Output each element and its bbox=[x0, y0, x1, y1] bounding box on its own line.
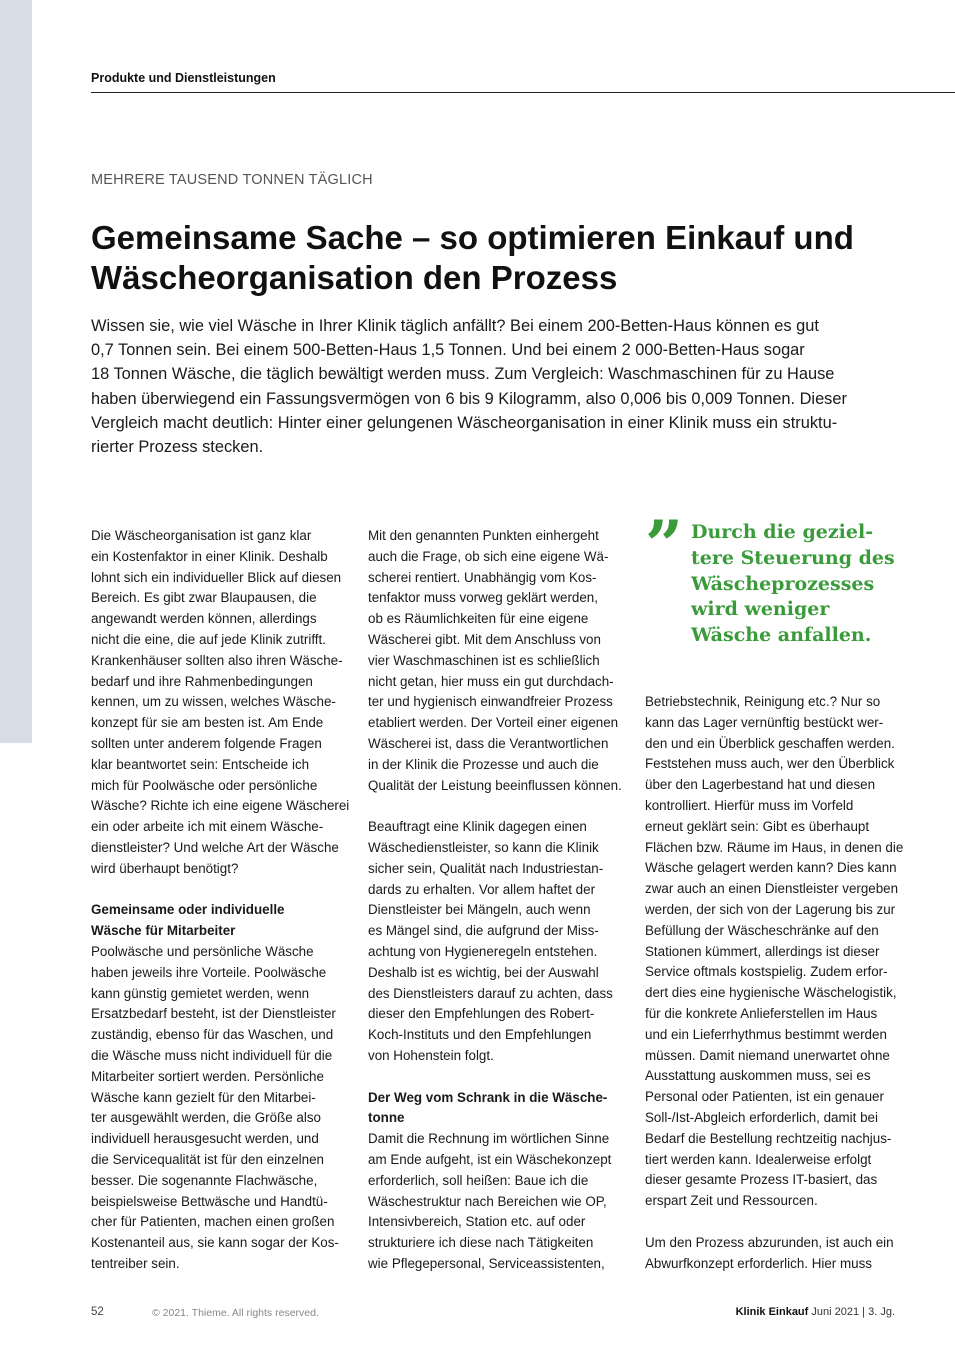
text-line: in der Klinik die Prozesse und auch die bbox=[368, 756, 599, 772]
body-column-2 bbox=[368, 526, 620, 1275]
text-line: nicht die eine, die auf jede Klinik zutrifft. bbox=[91, 631, 326, 647]
text-line: Poolwäsche und persönliche Wäsche bbox=[91, 943, 314, 959]
text-line: Deshalb ist es wichtig, bei der Auswahl bbox=[368, 964, 599, 980]
text-line: kennen, um zu wissen, welches Wäsche- bbox=[91, 694, 336, 710]
text-line: lohnt sich ein individueller Blick auf diesen bbox=[91, 569, 342, 585]
text-line: Service oftmals kostspielig. Zudem erfor- bbox=[645, 964, 888, 980]
text-line: Intensivbereich, Station etc. auf oder bbox=[368, 1214, 586, 1230]
col2-text-b bbox=[368, 817, 620, 1067]
text-line: Soll-/Ist-Abgleich erforderlich, damit bei bbox=[645, 1109, 878, 1125]
text-line: sicher sein, Qualität nach Industriestan- bbox=[368, 860, 604, 876]
text-line: ein Kostenfaktor in einer Klinik. Deshalb bbox=[91, 548, 328, 564]
text-line: kann günstig gemietet werden, wenn bbox=[91, 985, 310, 1001]
subheading-line: tonne bbox=[368, 1110, 405, 1126]
text-line: Betriebstechnik, Reinigung etc.? Nur so bbox=[645, 694, 881, 709]
text-line: Wäsche? Richte ich eine eigene Wäscherei bbox=[91, 798, 350, 814]
text-line: Dienstleister bei Mängeln, auch wenn bbox=[368, 902, 591, 918]
text-line: wird überhaupt benötigt? bbox=[91, 860, 239, 876]
quote-mark-icon: ” bbox=[645, 506, 683, 584]
text-line: des Dienstleisters darauf zu achten, dass bbox=[368, 985, 613, 1001]
text-line: Wäschestruktur nach Bereichen wie OP, bbox=[368, 1193, 607, 1209]
footer-separator: | bbox=[862, 1306, 866, 1318]
page-number: 52 bbox=[91, 1306, 104, 1318]
text-line: Bereich. Es gibt zwar Blaupausen, die bbox=[91, 590, 317, 606]
text-line: erforderlich, soll heißen: Baue ich die bbox=[368, 1172, 589, 1188]
article-lead bbox=[91, 314, 891, 459]
text-line: auch die Frage, ob sich eine eigene Wä- bbox=[368, 548, 609, 564]
text-line: die Wäsche muss nicht individuell für die bbox=[91, 1047, 333, 1063]
text-line: dieser den Empfehlungen des Robert- bbox=[368, 1006, 595, 1022]
paragraph-gap bbox=[368, 1067, 620, 1088]
text-line: dienstleister? Und welche Art der Wäsche bbox=[91, 839, 339, 855]
text-line: von Hohenstein folgt. bbox=[368, 1047, 494, 1063]
text-line: haben jeweils ihre Vorteile. Poolwäsche bbox=[91, 964, 327, 980]
body-column-1 bbox=[91, 526, 350, 1275]
text-line: Bedarf die Bestellung rechtzeitig nachjus- bbox=[645, 1130, 892, 1146]
text-line: tenfaktor muss vorweg geklärt werden, bbox=[368, 590, 598, 606]
text-line: und ein Lieferrhythmus bestimmt werden bbox=[645, 1026, 887, 1042]
subheading-line: Der Weg vom Schrank in die Wäsche- bbox=[368, 1089, 608, 1105]
text-line: ter und hygienisch einwandfreier Prozess bbox=[368, 694, 613, 710]
text-line: Wäscherei gibt. Mit dem Anschluss von bbox=[368, 631, 601, 647]
lead-line: Wissen sie, wie viel Wäsche in Ihrer Klinik täglich anfällt? Bei einem 200-Betten-Haus können es gut bbox=[91, 317, 819, 335]
text-line: tentreiber sein. bbox=[91, 1255, 180, 1271]
subheading-pool-vs-personal bbox=[91, 900, 343, 942]
text-line: Wäschedienstleister, so kann die Klinik bbox=[368, 839, 599, 855]
quote-line: wird weniger bbox=[691, 598, 830, 621]
col1-text bbox=[91, 526, 350, 880]
text-line: mich für Poolwäsche oder persönliche bbox=[91, 777, 318, 793]
text-line: zuständig, ebenso für das Waschen, und bbox=[91, 1027, 334, 1043]
lead-line: 18 Tonnen Wäsche, die täglich bewältigt werden muss. Zum Vergleich: Waschmaschinen für zu Hause bbox=[91, 365, 835, 384]
text-line: die Servicequalität ist für den einzelnen bbox=[91, 1151, 324, 1167]
text-line: scherei rentiert. Unabhängig vom Kos- bbox=[368, 569, 597, 585]
side-color-bar bbox=[0, 0, 32, 743]
lead-line: haben überwiegend ein Fassungsvermögen von 6 bis 9 Kilogramm, also 0,006 bis 0,009 Tonnen. Dieser bbox=[91, 389, 847, 408]
text-line: am Ende aufgeht, ist ein Wäschekonzept bbox=[368, 1151, 612, 1167]
text-line: Mitarbeiter sortiert werden. Persönliche bbox=[91, 1068, 324, 1084]
text-line: strukturiere ich diese nach Tätigkeiten bbox=[368, 1235, 594, 1251]
text-line: nicht getan, hier muss ein gut durchdach- bbox=[368, 673, 614, 689]
text-line: dert dies eine hygienische Wäschelogistik, bbox=[645, 985, 897, 1001]
text-line: über den Lagerbestand hat und diesen bbox=[645, 777, 876, 793]
text-line: klar beantwortet sein: Entscheide ich bbox=[91, 756, 310, 772]
text-line: für die konkrete Anlieferstellen im Haus bbox=[645, 1005, 878, 1021]
lead-line: Vergleich macht deutlich: Hinter einer gelungenen Wäscheorganisation in einer Klinik muss ein struktu- bbox=[91, 413, 838, 432]
quote-line: tere Steuerung des bbox=[691, 546, 895, 569]
quote-line: Wäscheprozesses bbox=[691, 572, 875, 595]
paragraph-gap bbox=[91, 880, 343, 901]
text-line: etabliert werden. Der Vorteil einer eigenen bbox=[368, 715, 619, 731]
text-line: Wäsche kann gezielt für den Mitarbei- bbox=[91, 1089, 316, 1105]
text-line: cher für Patienten, machen einen großen bbox=[91, 1214, 335, 1230]
text-line: wie Pflegepersonal, Serviceassistenten, bbox=[368, 1255, 605, 1271]
col2-text bbox=[368, 526, 620, 796]
text-line: Feststehen muss auch, wer den Überblick bbox=[645, 756, 895, 772]
text-line: ob es Räumlichkeiten für eine eigene bbox=[368, 611, 589, 627]
text-line: angewandt werden können, allerdings bbox=[91, 611, 317, 627]
text-line: Abwurfkonzept erforderlich. Hier muss bbox=[645, 1255, 872, 1271]
text-line: werden, der sich von der Lagerung bis zur bbox=[645, 901, 896, 917]
paragraph-gap bbox=[645, 1212, 897, 1233]
text-line: müssen. Damit niemand unerwartet ohne bbox=[645, 1047, 890, 1063]
col3-text-b bbox=[645, 1233, 897, 1275]
text-line: konzept für sie am besten ist. Am Ende bbox=[91, 715, 324, 731]
text-line: kontrolliert. Hierfür muss im Vorfeld bbox=[645, 797, 854, 813]
paragraph-gap bbox=[368, 796, 620, 817]
text-line: dieser gesamte Prozess IT-basiert, das bbox=[645, 1172, 878, 1188]
text-line: es Mängel sind, die aufgrund der Miss- bbox=[368, 923, 599, 939]
article-headline bbox=[91, 218, 921, 298]
header-rule bbox=[91, 92, 955, 93]
issue-date: Juni 2021 bbox=[811, 1306, 860, 1318]
text-line: Flächen bzw. Räume im Haus, in denen die bbox=[645, 839, 904, 855]
magazine-name: Klinik Einkauf bbox=[735, 1306, 809, 1318]
text-line: zwar auch an einen Dienstleister vergeben bbox=[645, 881, 899, 897]
text-line: Damit die Rechnung im wörtlichen Sinne bbox=[368, 1131, 610, 1147]
text-line: bedarf und ihre Rahmenbedingungen bbox=[91, 673, 313, 689]
text-line: Mit den genannten Punkten einhergeht bbox=[368, 528, 599, 543]
text-line: ein oder arbeite ich mit einem Wäsche- bbox=[91, 819, 324, 835]
text-line: Koch-Instituts und den Empfehlungen bbox=[368, 1027, 592, 1043]
copyright-notice: © 2021. Thieme. All rights reserved. bbox=[152, 1307, 319, 1319]
text-line: den und ein Überblick geschaffen werden. bbox=[645, 735, 895, 751]
article-kicker: MEHRERE TAUSEND TONNEN TÄGLICH bbox=[91, 172, 373, 188]
body-column-3 bbox=[645, 692, 904, 1274]
text-line: ter ausgewählt werden, die Größe also bbox=[91, 1110, 321, 1126]
headline-line: Wäscheorganisation den Prozess bbox=[91, 259, 618, 296]
section-label: Produkte und Dienstleistungen bbox=[91, 71, 276, 85]
text-line: Die Wäscheorganisation ist ganz klar bbox=[91, 528, 312, 543]
text-line: Stationen kümmert, allerdings ist dieser bbox=[645, 943, 880, 959]
pull-quote-text bbox=[691, 520, 895, 649]
subheading-line: Wäsche für Mitarbeiter bbox=[91, 923, 236, 939]
text-line: individuell herausgesucht werden, und bbox=[91, 1131, 319, 1147]
text-line: Ausstattung auskommen muss, sei es bbox=[645, 1068, 871, 1084]
col2-text-c bbox=[368, 1129, 620, 1275]
text-line: Qualität der Leistung beeinflussen können. bbox=[368, 777, 622, 793]
text-line: Wäsche gelagert werden kann? Dies kann bbox=[645, 860, 897, 876]
lead-line: 0,7 Tonnen sein. Bei einem 500-Betten-Haus 1,5 Tonnen. Und bei einem 2 000-Betten-Haus sogar bbox=[91, 341, 805, 360]
text-line: Beauftragt eine Klinik dagegen einen bbox=[368, 819, 587, 835]
text-line: dards zu erhalten. Vor allem haftet der bbox=[368, 881, 596, 897]
volume-number: 3. Jg. bbox=[868, 1306, 895, 1318]
text-line: Wäscherei ist, dass die Verantwortlichen bbox=[368, 735, 609, 751]
quote-line: Wäsche anfallen. bbox=[691, 624, 872, 647]
text-line: beispielsweise Bettwäsche und Handtü- bbox=[91, 1193, 328, 1209]
col3-text bbox=[645, 692, 904, 1212]
quote-line: Durch die geziel- bbox=[691, 521, 874, 543]
text-line: erspart Zeit und Ressourcen. bbox=[645, 1193, 818, 1209]
text-line: besser. Die sogenannte Flachwäsche, bbox=[91, 1172, 318, 1188]
text-line: Kostenanteil aus, sie kann sogar der Kos- bbox=[91, 1235, 339, 1251]
lead-line: rierter Prozess stecken. bbox=[91, 438, 264, 457]
col1-text-b bbox=[91, 942, 343, 1275]
headline-line: Gemeinsame Sache – so optimieren Einkauf und bbox=[91, 219, 854, 256]
subheading-line: Gemeinsame oder individuelle bbox=[91, 902, 285, 918]
subheading-schrank-waeschetonne bbox=[368, 1088, 620, 1130]
text-line: Ersatzbedarf besteht, ist der Dienstleister bbox=[91, 1006, 336, 1022]
text-line: sollten unter anderem folgende Fragen bbox=[91, 735, 322, 751]
text-line: vier Waschmaschinen ist es schließlich bbox=[368, 652, 600, 668]
text-line: Befüllung der Wäscheschränke auf den bbox=[645, 922, 879, 938]
text-line: Krankenhäuser sollten also ihren Wäsche- bbox=[91, 652, 343, 668]
text-line: tiert werden kann. Idealerweise erfolgt bbox=[645, 1151, 872, 1167]
text-line: Personal oder Patienten, ist ein genauer bbox=[645, 1089, 884, 1105]
text-line: achtung von Hygieneregeln entstehen. bbox=[368, 943, 598, 959]
footer-issue-info bbox=[736, 1306, 895, 1318]
text-line: Um den Prozess abzurunden, ist auch ein bbox=[645, 1234, 894, 1250]
text-line: kann das Lager vernünftig bestückt wer- bbox=[645, 714, 884, 730]
text-line: erneut geklärt sein: Gibt es überhaupt bbox=[645, 818, 870, 834]
